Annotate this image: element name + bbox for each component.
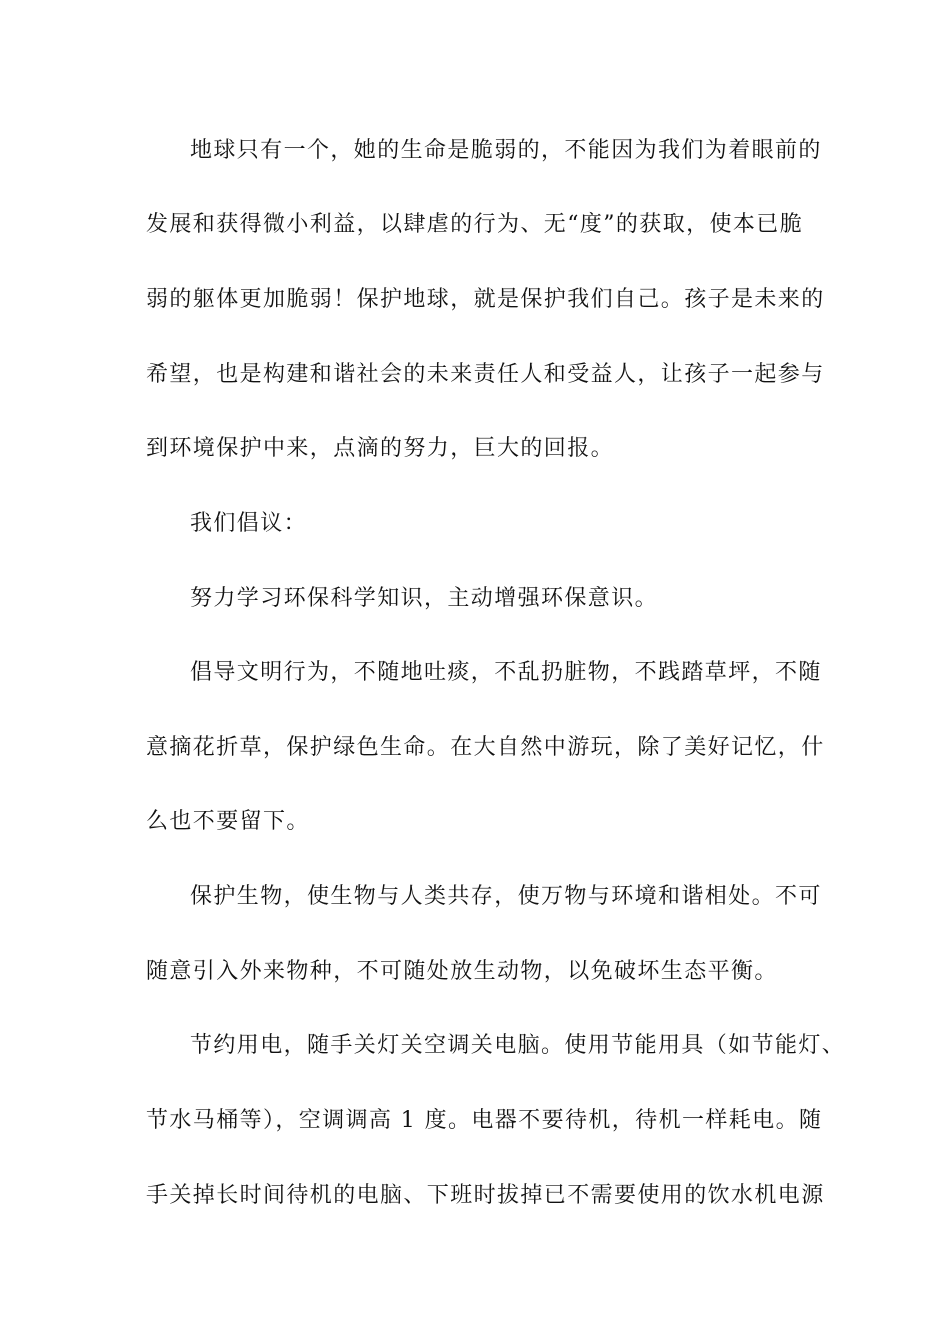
paragraph-6-line-3: 手关掉长时间待机的电脑、下班时拔掉已不需要使用的饮水机电源 [146, 1183, 825, 1208]
paragraph-5-line-1: 保护生物，使生物与人类共存，使万物与环境和谐相处。不可 [190, 884, 822, 909]
paragraph-1-line-3: 弱的躯体更加脆弱！保护地球，就是保护我们自己。孩子是未来的 [146, 287, 825, 312]
paragraph-4-line-3: 么也不要留下。 [146, 809, 310, 834]
paragraph-1-line-2: 发展和获得微小利益，以肆虐的行为、无“度”的获取，使本已脆 [146, 212, 804, 237]
paragraph-6-line-1: 节约用电，随手关灯关空调关电脑。使用节能用具（如节能灯、 [190, 1033, 846, 1058]
paragraph-6-line-2: 节水马桶等），空调调高 1 度。电器不要待机，待机一样耗电。随 [146, 1108, 823, 1133]
paragraph-5-line-2: 随意引入外来物种，不可随处放生动物，以免破坏生态平衡。 [146, 959, 778, 984]
paragraph-4-line-2: 意摘花折草，保护绿色生命。在大自然中游玩，除了美好记忆，什 [146, 735, 825, 760]
paragraph-1-line-5: 到环境保护中来，点滴的努力，巨大的回报。 [146, 436, 615, 461]
paragraph-2-line-1: 我们倡议： [190, 511, 308, 536]
paragraph-4-line-1: 倡导文明行为，不随地吐痰，不乱扔脏物，不践踏草坪，不随 [190, 660, 822, 685]
paragraph-3-line-1: 努力学习环保科学知识，主动增强环保意识。 [190, 586, 659, 611]
paragraph-1-line-1: 地球只有一个，她的生命是脆弱的，不能因为我们为着眼前的 [190, 138, 822, 163]
paragraph-1-line-4: 希望，也是构建和谐社会的未来责任人和受益人，让孩子一起参与 [146, 362, 825, 387]
